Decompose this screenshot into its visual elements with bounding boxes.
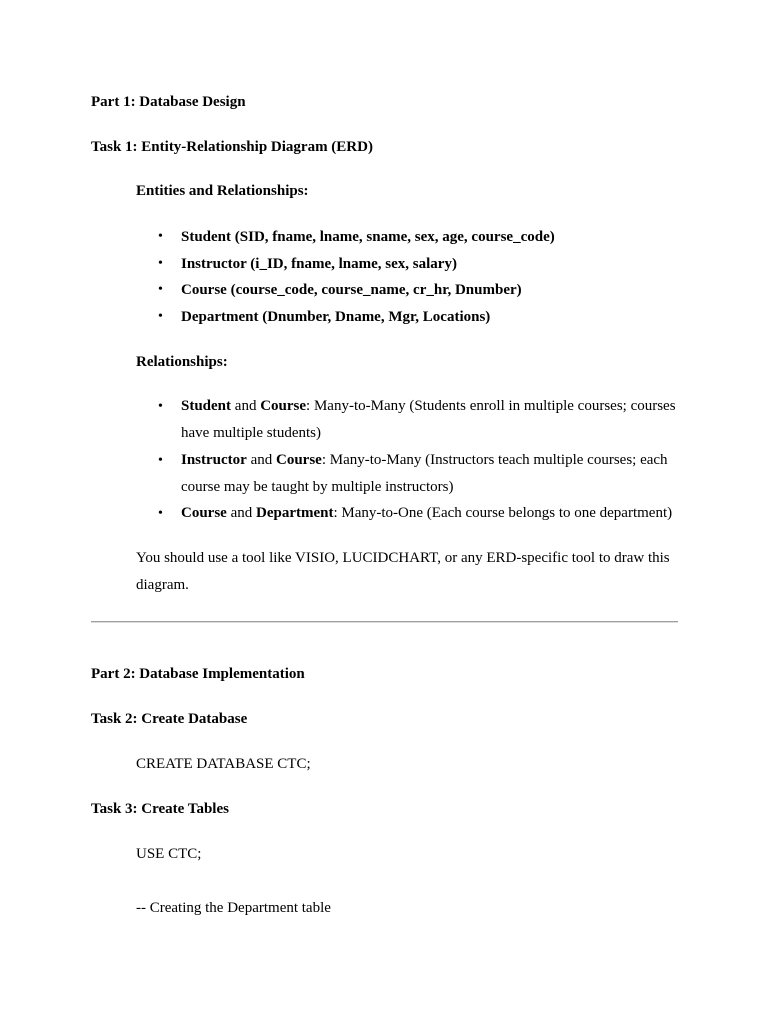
bullet-icon: • <box>158 256 163 271</box>
relationship-entity-b: Course <box>276 452 322 468</box>
relationship-desc: : Many-to-One (Each course belongs to one department) <box>333 505 673 521</box>
relationship-item <box>181 500 701 527</box>
use-database-code: USE CTC; <box>136 846 202 862</box>
bullet-icon: • <box>158 309 163 324</box>
task1-heading: Task 1: Entity-Relationship Diagram (ERD) <box>91 139 373 155</box>
entity-item: Department (Dnumber, Dname, Mgr, Locations) <box>181 309 491 325</box>
relationship-desc: : Many-to-Many (Instructors teach multiple courses; each course may be taught by multiple instructors) <box>181 452 668 495</box>
bullet-icon: • <box>158 506 163 521</box>
relationships-heading: Relationships: <box>136 354 228 370</box>
relationship-and: and <box>226 505 256 521</box>
relationship-desc: : Many-to-Many (Students enroll in multiple courses; courses have multiple students) <box>181 398 676 441</box>
relationship-item <box>181 447 681 501</box>
entity-item: Student (SID, fname, lname, sname, sex, age, course_code) <box>181 229 555 245</box>
create-database-code: CREATE DATABASE CTC; <box>136 756 311 772</box>
relationship-entity-a: Instructor <box>181 452 247 468</box>
task2-heading: Task 2: Create Database <box>91 711 248 727</box>
part1-heading: Part 1: Database Design <box>91 94 246 110</box>
relationship-entity-b: Department <box>256 505 334 521</box>
bullet-icon: • <box>158 282 163 297</box>
relationship-item <box>181 393 681 447</box>
relationship-entity-a: Student <box>181 398 232 414</box>
bullet-icon: • <box>158 399 163 414</box>
relationship-entity-b: Course <box>260 398 307 414</box>
department-table-comment: -- Creating the Department table <box>136 900 331 916</box>
relationship-and: and <box>231 398 261 414</box>
tool-note: You should use a tool like VISIO, LUCIDCHART, or any ERD-specific tool to draw this diagram. <box>136 550 670 593</box>
entity-item: Course (course_code, course_name, cr_hr, Dnumber) <box>181 282 522 298</box>
entities-heading: Entities and Relationships: <box>136 183 309 199</box>
relationship-entity-a: Course <box>181 505 227 521</box>
bullet-icon: • <box>158 453 163 468</box>
part2-heading: Part 2: Database Implementation <box>91 666 305 682</box>
bullet-icon: • <box>158 229 163 244</box>
relationship-and: and <box>246 452 276 468</box>
entity-item: Instructor (i_ID, fname, lname, sex, salary) <box>181 256 457 272</box>
task3-heading: Task 3: Create Tables <box>91 801 229 817</box>
horizontal-divider <box>91 621 678 623</box>
